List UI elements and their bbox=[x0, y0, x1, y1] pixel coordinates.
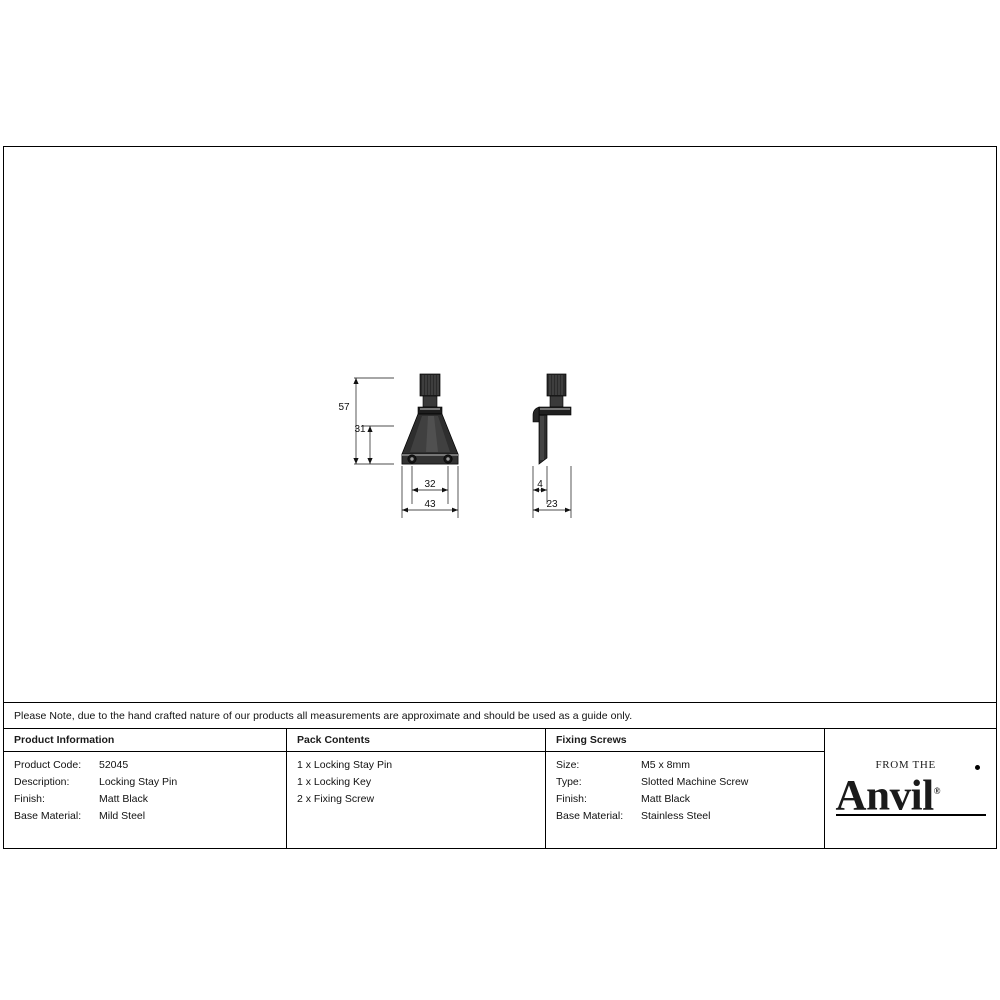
dim-width-inner: 32 bbox=[424, 479, 436, 490]
table-row bbox=[14, 808, 286, 825]
table-row bbox=[14, 757, 286, 774]
product-information-heading: Product Information bbox=[14, 734, 115, 746]
screw-type-label: Type: bbox=[556, 776, 582, 788]
brand-logo-column bbox=[825, 729, 996, 848]
description-label: Description: bbox=[14, 776, 70, 788]
drawing-sheet bbox=[3, 146, 997, 849]
logo-registered-mark: ® bbox=[933, 785, 941, 796]
description-value: Locking Stay Pin bbox=[99, 776, 178, 788]
screw-size-value: M5 x 8mm bbox=[641, 759, 691, 771]
screw-base-material-value: Stainless Steel bbox=[641, 810, 711, 822]
dim-side-depth: 23 bbox=[546, 499, 558, 510]
fixing-screws-body bbox=[546, 752, 824, 825]
list-item: 1 x Locking Key bbox=[297, 776, 372, 788]
fixing-screws-column bbox=[546, 729, 825, 848]
table-row bbox=[556, 774, 824, 791]
base-material-value: Mild Steel bbox=[99, 810, 146, 822]
list-item: 2 x Fixing Screw bbox=[297, 793, 375, 805]
product-information-body bbox=[4, 752, 286, 825]
dim-side-offset: 4 bbox=[537, 479, 543, 490]
technical-drawing-svg bbox=[334, 362, 624, 522]
table-row bbox=[556, 757, 824, 774]
table-row bbox=[556, 808, 824, 825]
list-item: 1 x Locking Stay Pin bbox=[297, 759, 393, 771]
technical-drawing bbox=[334, 362, 624, 522]
pack-contents-heading: Pack Contents bbox=[297, 734, 370, 746]
drawing-area bbox=[4, 147, 996, 703]
screw-size-label: Size: bbox=[556, 759, 580, 771]
screw-base-material-label: Base Material: bbox=[556, 810, 624, 822]
table-row bbox=[14, 791, 286, 808]
side-view-part bbox=[533, 374, 571, 464]
screw-finish-value: Matt Black bbox=[641, 793, 691, 805]
info-row bbox=[4, 729, 996, 848]
pack-contents-column bbox=[287, 729, 546, 848]
dim-width-outer: 43 bbox=[424, 499, 436, 510]
fixing-screws-heading: Fixing Screws bbox=[556, 734, 627, 746]
base-material-label: Base Material: bbox=[14, 810, 82, 822]
logo-from-text: FROM THE bbox=[875, 758, 936, 771]
measurement-note bbox=[4, 703, 996, 729]
screw-type-value: Slotted Machine Screw bbox=[641, 776, 749, 788]
logo-brand-text: Anvil® bbox=[835, 772, 941, 820]
finish-value: Matt Black bbox=[99, 793, 149, 805]
pack-contents-body bbox=[287, 752, 545, 808]
brand-logo bbox=[825, 729, 996, 848]
finish-label: Finish: bbox=[14, 793, 45, 805]
product-code-label: Product Code: bbox=[14, 759, 82, 771]
product-code-value: 52045 bbox=[99, 759, 129, 771]
screw-finish-label: Finish: bbox=[556, 793, 587, 805]
front-view-part bbox=[402, 374, 458, 464]
dim-height-total: 57 bbox=[338, 402, 350, 413]
dim-height-lower: 31 bbox=[354, 424, 366, 435]
logo-dot-icon bbox=[975, 765, 980, 770]
measurement-note-text: Please Note, due to the hand crafted nature of our products all measurements are approximate and should be used as a guide only. bbox=[14, 709, 633, 722]
product-information-column bbox=[4, 729, 287, 848]
table-row bbox=[556, 791, 824, 808]
table-row bbox=[14, 774, 286, 791]
